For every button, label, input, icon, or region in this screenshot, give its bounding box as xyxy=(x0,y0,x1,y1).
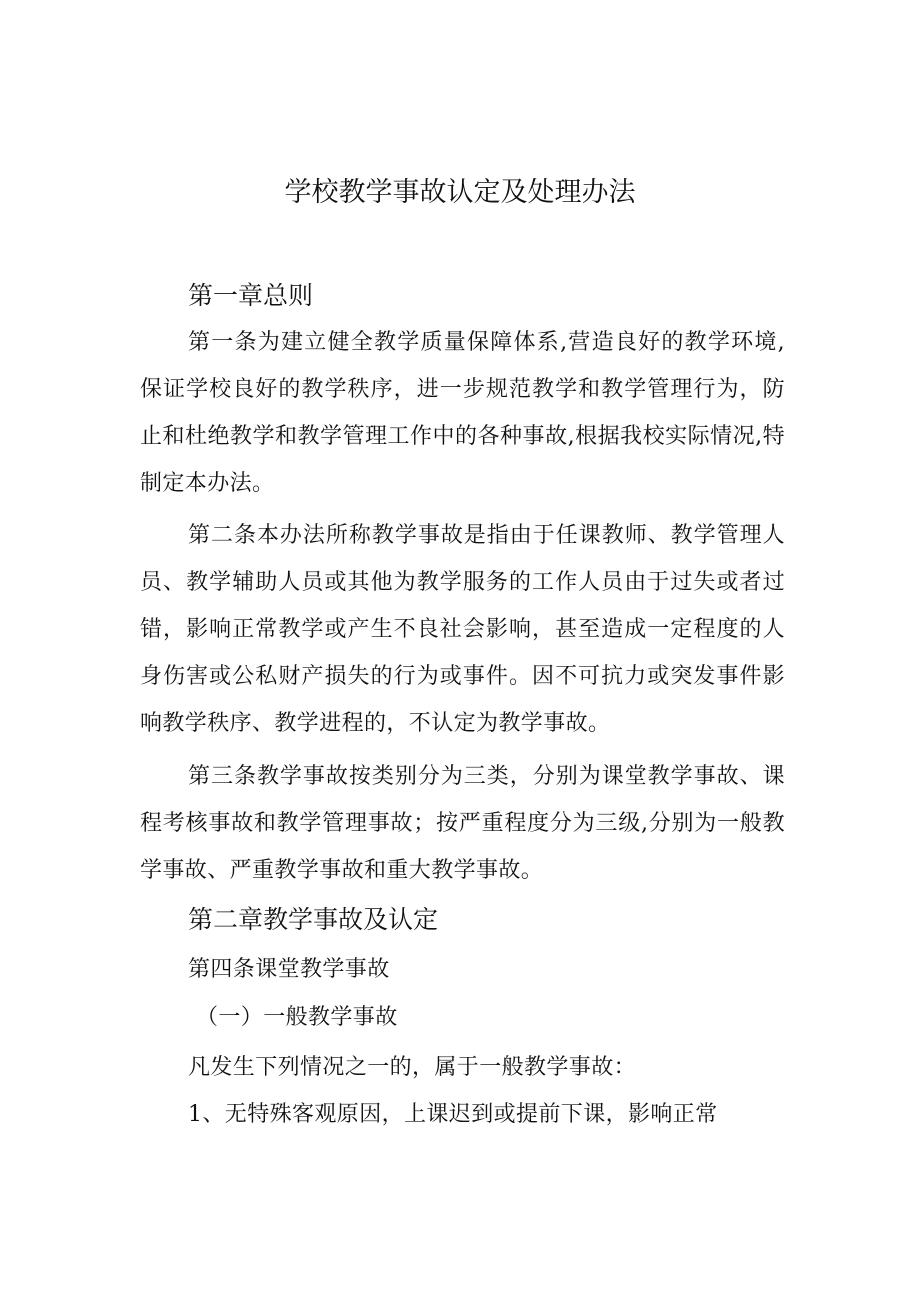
article-4-line: 第四条课堂教学事故 xyxy=(188,957,390,982)
document-title: 学校教学事故认定及处理办法 xyxy=(284,177,636,208)
intro-line: 凡发生下列情况之一的，属于一般教学事故： xyxy=(188,1055,637,1080)
article-1-paragraph: 第一条为建立健全教学质量保障体系,营造良好的教学环境,保证学校良好的教学秩序，进一步规范教学和教学管理行为，防止和杜绝教学和教学管理工作中的各种事故,根据我校实际情况,特制定本办法。 xyxy=(140,330,785,496)
article-3-paragraph: 第三条教学事故按类别分为三类，分别为课堂教学事故、课程考核事故和教学管理事故；按严重程度分为三级,分别为一般教学事故、严重教学事故和重大教学事故。 xyxy=(140,764,785,883)
subsection-1-line: （一）一般教学事故 xyxy=(196,1005,398,1030)
article-2-paragraph: 第二条本办法所称教学事故是指由于任课教师、教学管理人员、教学辅助人员或其他为教学服务的工作人员由于过失或者过错，影响正常教学或产生不良社会影响，甚至造成一定程度的人身伤害或公私财产损失的行为或事件。因不可抗力或突发事件影响教学秩序、教学进程的，不认定为教学事故。 xyxy=(140,523,785,736)
chapter-1-heading: 第一章总则 xyxy=(188,281,314,310)
chapter-2-heading: 第二章教学事故及认定 xyxy=(188,905,439,934)
item-1-line: 1、无特殊客观原因，上课迟到或提前下课，影响正常 xyxy=(188,1102,718,1127)
